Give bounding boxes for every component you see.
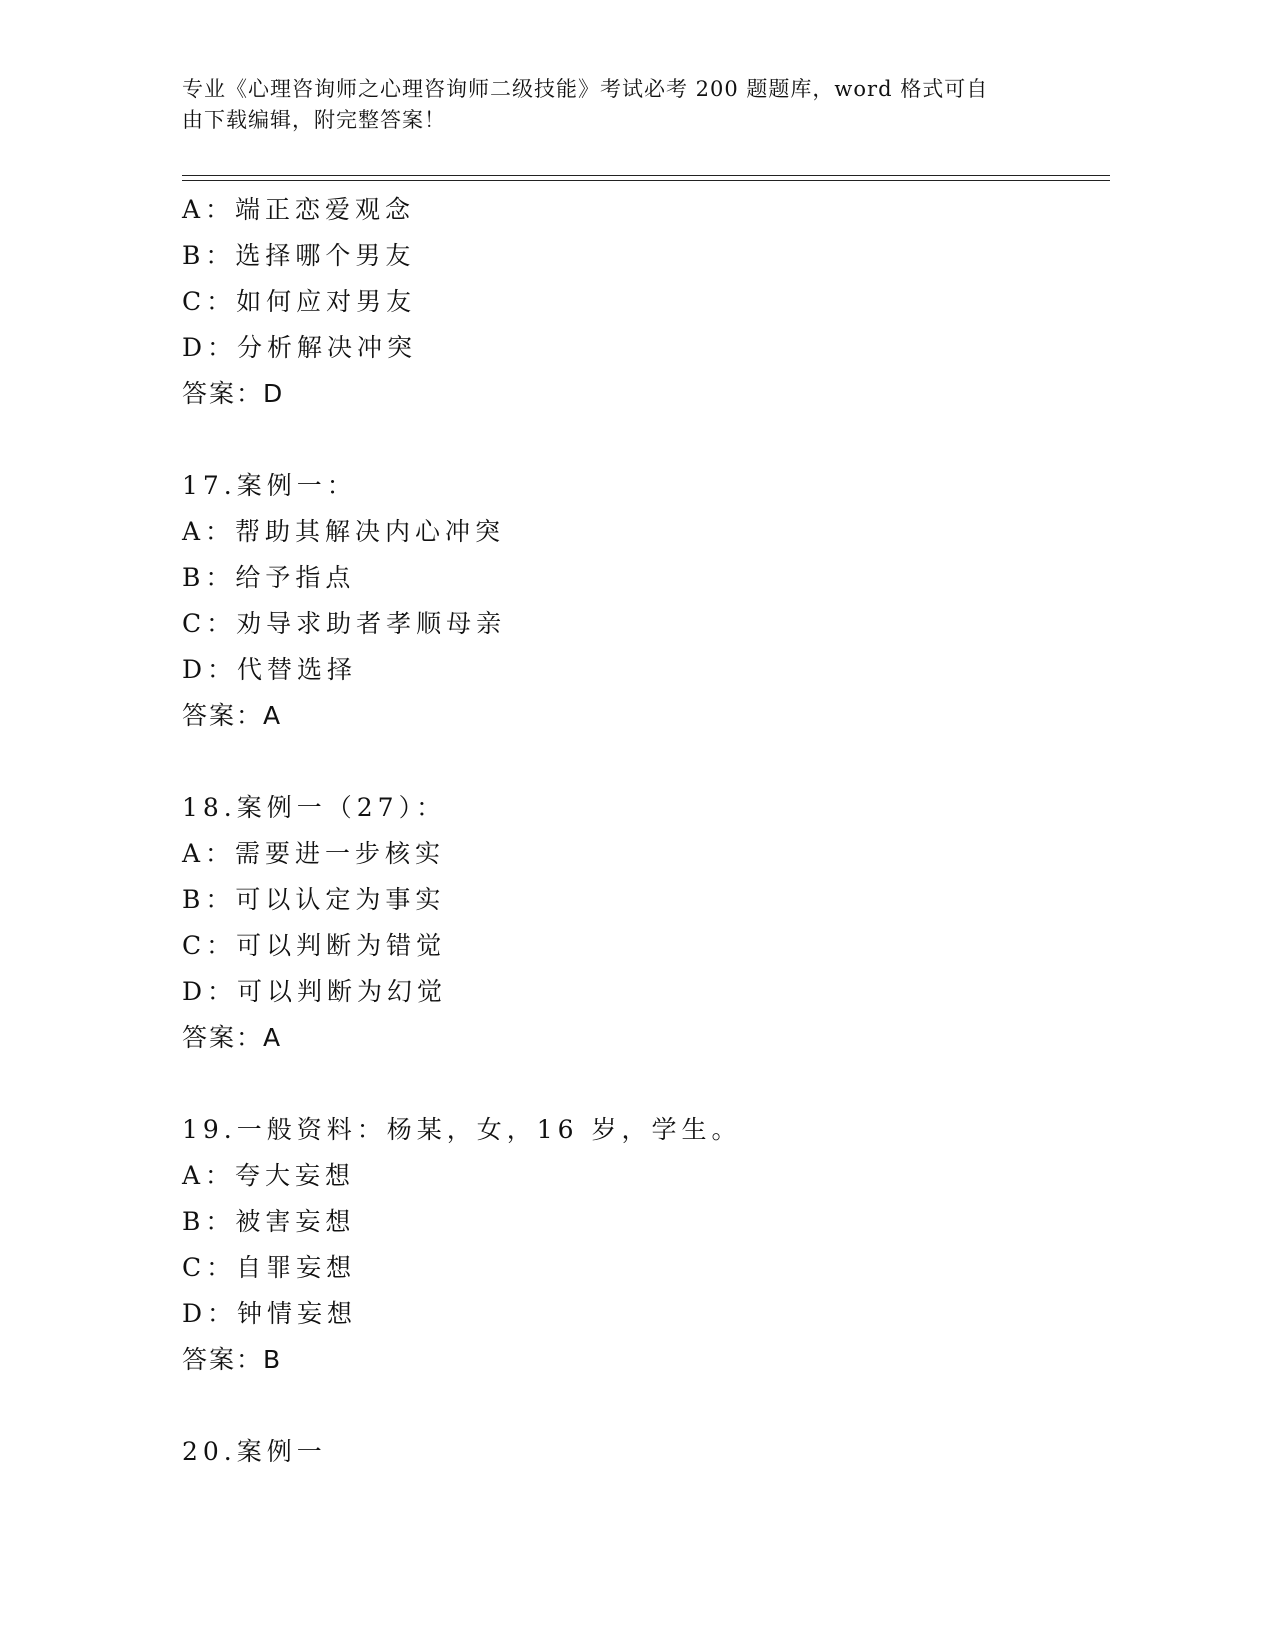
option-b: B：给予指点 (182, 563, 356, 592)
option-b: B：被害妄想 (182, 1207, 356, 1236)
header-line-2: 由下载编辑，附完整答案！ (182, 108, 446, 132)
answer-line: 答案：B (182, 1345, 283, 1374)
option-a: A：需要进一步核实 (182, 839, 446, 868)
spacer (182, 417, 1110, 463)
option-c: C：可以判断为错觉 (182, 931, 447, 960)
option-c: C：自罪妄想 (182, 1253, 357, 1282)
option-c: C：如何应对男友 (182, 287, 417, 316)
spacer (182, 739, 1110, 785)
question-16-continued (182, 187, 1110, 417)
question-19 (182, 1107, 1110, 1383)
header-line-1: 专业《心理咨询师之心理咨询师二级技能》考试必考 200 题题库，word 格式可自 (182, 77, 989, 101)
question-title: 18.案例一（27）： (182, 793, 447, 822)
option-a: A：夸大妄想 (182, 1161, 356, 1190)
question-title: 17.案例一： (182, 471, 357, 500)
question-title: 19.一般资料：杨某，女，16 岁，学生。 (182, 1115, 742, 1144)
document-header (182, 74, 1062, 136)
question-20 (182, 1429, 1110, 1475)
option-b: B：可以认定为事实 (182, 885, 446, 914)
question-list (182, 187, 1110, 1475)
spacer (182, 1383, 1110, 1429)
option-a: A：端正恋爱观念 (182, 195, 416, 224)
answer-line: 答案：A (182, 701, 283, 730)
header-divider-bottom (182, 180, 1110, 181)
option-d: D：分析解决冲突 (182, 333, 418, 362)
question-title: 20.案例一 (182, 1437, 327, 1466)
answer-line: 答案：D (182, 379, 285, 408)
header-divider-top (182, 175, 1110, 176)
question-18 (182, 785, 1110, 1061)
question-17 (182, 463, 1110, 739)
option-b: B：选择哪个男友 (182, 241, 416, 270)
answer-line: 答案：A (182, 1023, 283, 1052)
option-d: D：代替选择 (182, 655, 358, 684)
option-a: A：帮助其解决内心冲突 (182, 517, 506, 546)
option-d: D：钟情妄想 (182, 1299, 358, 1328)
option-d: D：可以判断为幻觉 (182, 977, 448, 1006)
spacer (182, 1061, 1110, 1107)
option-c: C：劝导求助者孝顺母亲 (182, 609, 507, 638)
